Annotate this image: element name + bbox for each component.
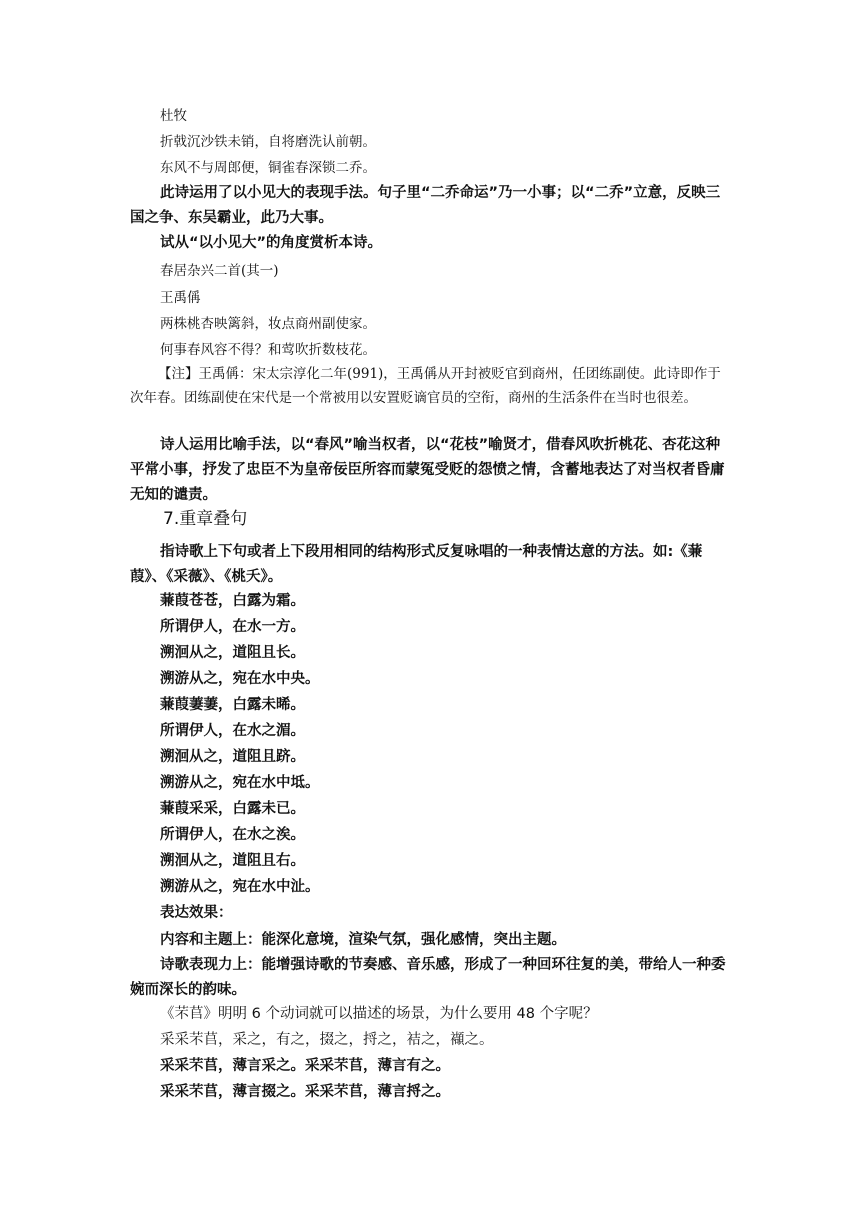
poem2-note: 【注】王禹偁：宋太宗淳化二年(991)，王禹偁从开封被贬官到商州，任团练副使。此诗即作于次年春。团练副使在宋代是一个常被用以安置贬谪官员的空衔，商州的生活条件在当时也很差。 <box>130 366 721 406</box>
jianjia-line-2: 所谓伊人，在水一方。 <box>160 619 305 635</box>
jianjia-line-5: 蒹葭萋萋，白露未晞。 <box>160 697 305 713</box>
analysis-paragraph-1: 此诗运用了以小见大的表现手法。句子里“二乔命运”乃一小事；以“二乔”立意，反映三国之争、东吴霸业，此乃大事。 <box>130 185 721 226</box>
section-heading: 7.重章叠句 <box>163 509 248 529</box>
jianjia-line-12: 溯游从之，宛在水中沚。 <box>160 879 320 895</box>
jianjia-line-4: 溯游从之，宛在水中央。 <box>160 671 320 687</box>
fuyi-line-2: 采采芣苢，薄言采之。采采芣苢，薄言有之。 <box>160 1058 450 1074</box>
poem1-author: 杜牧 <box>160 108 187 124</box>
poem2-line-2: 何事春风容不得？和莺吹折数枝花。 <box>160 342 376 358</box>
poem1-line-2: 东风不与周郎便，铜雀春深锁二乔。 <box>160 160 376 176</box>
jianjia-line-10: 所谓伊人，在水之涘。 <box>160 827 305 843</box>
effect-content: 内容和主题上：能深化意境，渲染气氛，强化感情，突出主题。 <box>160 932 566 948</box>
poem1-line-1: 折戟沉沙铁未销，自将磨洗认前朝。 <box>160 134 376 150</box>
question-2: 《芣苢》明明 6 个动词就可以描述的场景，为什么要用 48 个字呢？ <box>160 1006 598 1022</box>
jianjia-line-9: 蒹葭采采，白露未已。 <box>160 801 305 817</box>
jianjia-line-8: 溯游从之，宛在水中坻。 <box>160 775 320 791</box>
effect-label: 表达效果： <box>160 905 233 921</box>
jianjia-line-3: 溯洄从之，道阻且长。 <box>160 645 305 661</box>
poem2-title: 春居杂兴二首(其一) <box>160 263 279 279</box>
poem2-line-1: 两株桃杏映篱斜，妆点商州副使家。 <box>160 316 376 332</box>
effect-expression: 诗歌表现力上：能增强诗歌的节奏感、音乐感，形成了一种回环往复的美，带给人一种委婉而深长的韵味。 <box>130 957 726 998</box>
poem2-author: 王禹偁 <box>160 290 201 306</box>
jianjia-line-11: 溯洄从之，道阻且右。 <box>160 853 305 869</box>
jianjia-line-7: 溯洄从之，道阻且跻。 <box>160 749 305 765</box>
jianjia-line-6: 所谓伊人，在水之湄。 <box>160 723 305 739</box>
jianjia-line-1: 蒹葭苍苍，白露为霜。 <box>160 593 305 609</box>
question-1: 试从“以小见大”的角度赏析本诗。 <box>160 235 383 251</box>
fuyi-line-1: 采采芣苢，采之，有之，掇之，捋之，袺之，襭之。 <box>160 1032 494 1048</box>
fuyi-line-3: 采采芣苢，薄言掇之。采采芣苢，薄言捋之。 <box>160 1084 450 1100</box>
analysis-paragraph-2: 诗人运用比喻手法，以“春风”喻当权者，以“花枝”喻贤才，借春风吹折桃花、杏花这种平常小事，抒发了忠臣不为皇帝佞臣所容而蒙冤受贬的怨愤之情，含蓄地表达了对当权者昏庸无知的谴责。 <box>130 437 725 503</box>
definition-paragraph: 指诗歌上下句或者上下段用相同的结构形式反复咏唱的一种表情达意的方法。如:《蒹葭》、《采薇》、《桃夭》。 <box>130 544 703 585</box>
